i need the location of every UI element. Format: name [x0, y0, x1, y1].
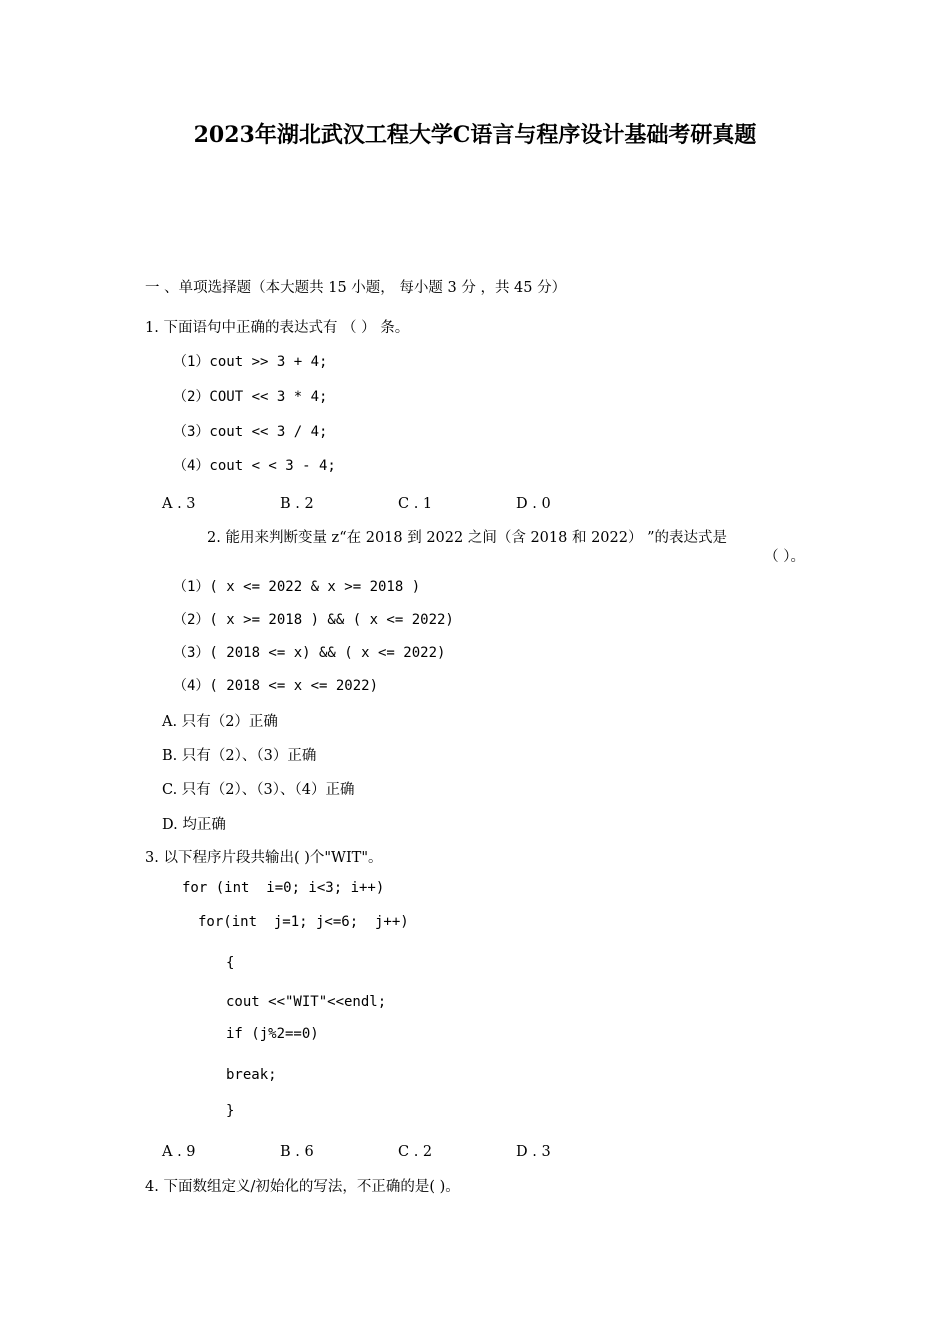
code-line: cout <<"WIT"<<endl;	[226, 994, 387, 1010]
question-2-option-a: A. 只有（2）正确	[162, 714, 278, 730]
section-heading: 一 、单项选择题（本大题共 15 小题， 每小题 3 分 ，共 45 分）	[145, 280, 567, 296]
question-1-option-b: B . 2	[280, 496, 314, 512]
question-1-stem: 1. 下面语句中正确的表达式有 （ ） 条。	[145, 320, 410, 336]
question-2-stem: 2. 能用来判断变量 z“在 2018 到 2022 之间（含 2018 和 2022） ”的表达式是	[207, 530, 727, 546]
code-line: break;	[226, 1067, 277, 1083]
code-line: for (int i=0; i<3; i++)	[182, 880, 385, 896]
question-2-option-d: D. 均正确	[162, 817, 226, 833]
question-2-stem-tail: （ ）。	[764, 549, 805, 565]
code-line: for(int j=1; j<=6; j++)	[198, 914, 409, 930]
question-1-option-d: D . 0	[516, 496, 551, 512]
page-title: 2023年湖北武汉工程大学C语言与程序设计基础考研真题	[193, 122, 757, 148]
question-2-item: （3）( 2018 <= x) && ( x <= 2022)	[173, 645, 446, 661]
question-3-option-d: D . 3	[516, 1144, 551, 1160]
question-4-stem: 4. 下面数组定义/初始化的写法，不正确的是( )。	[145, 1179, 460, 1195]
code-line: }	[226, 1103, 235, 1119]
question-1-item: （2）COUT << 3 * 4;	[173, 389, 328, 405]
question-2-item: （1）( x <= 2022 & x >= 2018 )	[173, 579, 421, 595]
question-1-option-a: A . 3	[162, 496, 196, 512]
question-1-item: （4）cout < < 3 - 4;	[173, 458, 336, 474]
question-3-option-c: C . 2	[398, 1144, 433, 1160]
question-2-option-c: C. 只有（2）、（3）、（4）正确	[162, 782, 355, 798]
question-3-option-a: A . 9	[162, 1144, 196, 1160]
question-1-item: （3）cout << 3 / 4;	[173, 424, 328, 440]
question-3-stem: 3. 以下程序片段共输出( )个"WIT"。	[145, 850, 383, 866]
question-2-item: （4）( 2018 <= x <= 2022)	[173, 678, 379, 694]
question-3-option-b: B . 6	[280, 1144, 314, 1160]
code-line: {	[226, 955, 235, 971]
question-1-item: （1）cout >> 3 + 4;	[173, 354, 328, 370]
code-line: if (j%2==0)	[226, 1026, 319, 1042]
question-1-option-c: C . 1	[398, 496, 433, 512]
question-2-option-b: B. 只有（2）、（3）正确	[162, 748, 317, 764]
question-2-item: （2）( x >= 2018 ) && ( x <= 2022)	[173, 612, 454, 628]
